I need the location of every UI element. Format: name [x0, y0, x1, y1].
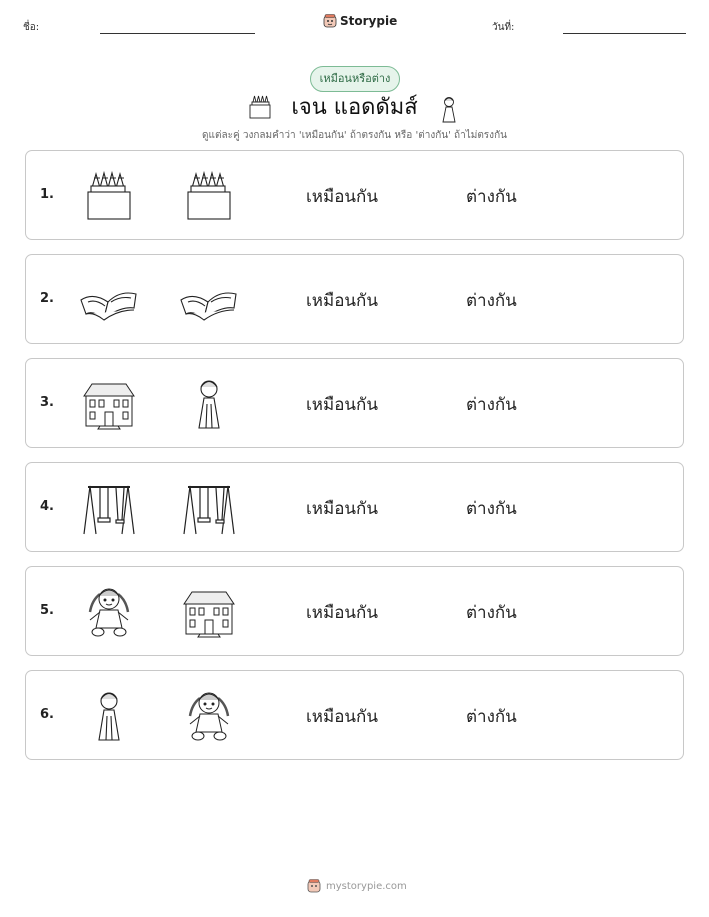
- peg-doll-icon: [78, 686, 140, 744]
- row-number: 5.: [40, 603, 54, 618]
- rag-doll-icon: [78, 582, 140, 640]
- option-different[interactable]: ต่างกัน: [466, 291, 517, 311]
- open-book-icon: [78, 270, 140, 328]
- storypie-mascot-icon: [323, 14, 337, 28]
- option-different[interactable]: ต่างกัน: [466, 187, 517, 207]
- date-line[interactable]: [563, 33, 686, 34]
- open-book-icon: [178, 270, 240, 328]
- exercise-row-5: [25, 566, 684, 656]
- house-icon: [178, 582, 240, 640]
- activity-badge: เหมือนหรือต่าง: [310, 66, 400, 92]
- exercise-row-2: [25, 254, 684, 344]
- option-same[interactable]: เหมือนกัน: [306, 291, 378, 311]
- footer: [307, 879, 407, 893]
- exercise-row-3: [25, 358, 684, 448]
- option-different[interactable]: ต่างกัน: [466, 395, 517, 415]
- house-icon: [78, 374, 140, 432]
- row-number: 3.: [40, 395, 54, 410]
- storypie-mascot-icon: [307, 879, 321, 893]
- swing-icon: [178, 478, 240, 536]
- peg-doll-icon: [439, 94, 459, 124]
- option-different[interactable]: ต่างกัน: [466, 499, 517, 519]
- row-number: 1.: [40, 187, 54, 202]
- option-same[interactable]: เหมือนกัน: [306, 499, 378, 519]
- instructions: ดูแต่ละคู่ วงกลมคำว่า 'เหมือนกัน' ถ้าตรงกัน หรือ 'ต่างกัน' ถ้าไม่ตรงกัน: [202, 130, 507, 141]
- option-same[interactable]: เหมือนกัน: [306, 187, 378, 207]
- option-different[interactable]: ต่างกัน: [466, 707, 517, 727]
- footer-url[interactable]: mystorypie.com: [326, 880, 407, 892]
- name-label: ชื่อ:: [23, 22, 40, 33]
- option-same[interactable]: เหมือนกัน: [306, 707, 378, 727]
- row-number: 6.: [40, 707, 54, 722]
- swing-icon: [78, 478, 140, 536]
- row-number: 2.: [40, 291, 54, 306]
- brand-logo: [323, 14, 397, 28]
- page-title: เจน แอดดัมส์: [291, 95, 418, 120]
- date-label: วันที่:: [492, 22, 515, 33]
- name-line[interactable]: [100, 33, 255, 34]
- crayon-box-icon: [78, 166, 140, 224]
- option-different[interactable]: ต่างกัน: [466, 603, 517, 623]
- row-number: 4.: [40, 499, 54, 514]
- option-same[interactable]: เหมือนกัน: [306, 603, 378, 623]
- exercise-row-1: [25, 150, 684, 240]
- peg-doll-icon: [178, 374, 240, 432]
- rag-doll-icon: [178, 686, 240, 744]
- crayon-box-icon: [178, 166, 240, 224]
- brand-name: Storypie: [340, 14, 398, 28]
- option-same[interactable]: เหมือนกัน: [306, 395, 378, 415]
- exercise-row-4: [25, 462, 684, 552]
- exercise-row-6: [25, 670, 684, 760]
